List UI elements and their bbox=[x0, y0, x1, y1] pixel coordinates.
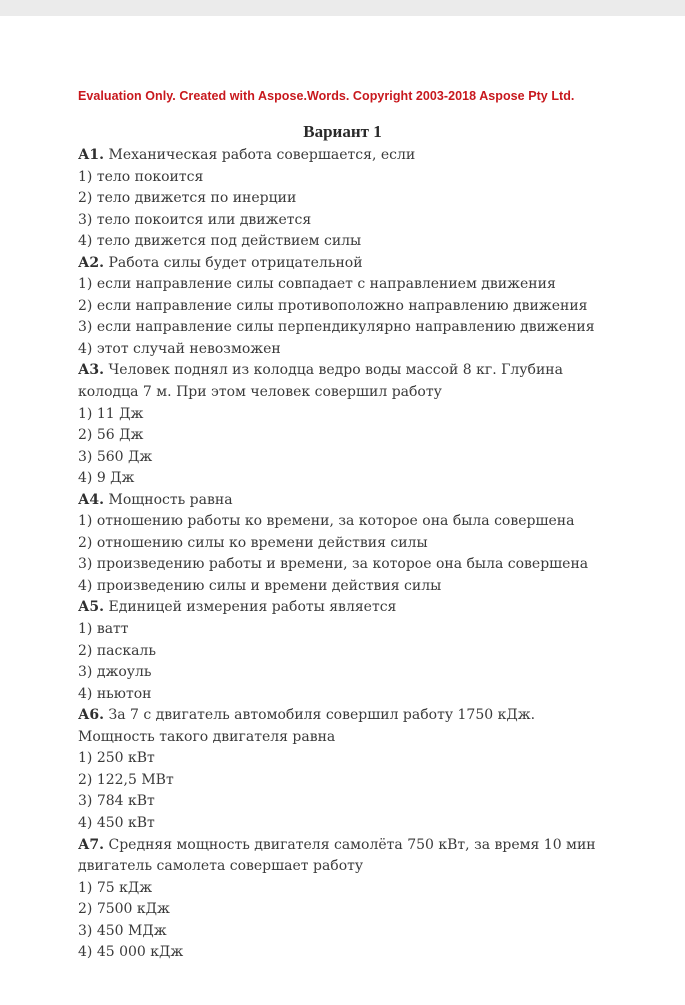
question-line bbox=[78, 360, 678, 382]
question-line bbox=[78, 597, 678, 619]
questions-list bbox=[78, 145, 678, 964]
question-text: колодца 7 м. При этом человек совершил работу bbox=[78, 384, 442, 401]
question-number: А4. bbox=[78, 491, 105, 508]
answer-option: 3) произведению работы и времени, за которое она была совершена bbox=[78, 556, 589, 573]
answer-option: 1) ватт bbox=[78, 621, 129, 638]
answer-option: 1) если направление силы совпадает с направлением движения bbox=[78, 276, 556, 293]
answer-option: 3) 560 Дж bbox=[78, 448, 153, 465]
question-line bbox=[78, 835, 678, 857]
question-line-continued bbox=[78, 727, 678, 749]
variant-title: Вариант 1 bbox=[303, 122, 382, 141]
answer-option: 4) ньютон bbox=[78, 685, 152, 702]
top-bar bbox=[0, 0, 685, 16]
answer-option: 1) 11 Дж bbox=[78, 405, 144, 422]
question-number: А5. bbox=[78, 599, 105, 616]
answer-option: 2) 122,5 МВт bbox=[78, 771, 174, 788]
question-text: Единицей измерения работы является bbox=[108, 599, 397, 616]
question-line bbox=[78, 145, 678, 167]
answer-option: 1) 250 кВт bbox=[78, 750, 155, 767]
answer-option: 4) тело движется под действием силы bbox=[78, 233, 362, 250]
question-line bbox=[78, 490, 678, 512]
question-line-continued bbox=[78, 382, 678, 404]
answer-option: 2) отношению силы ко времени действия силы bbox=[78, 534, 428, 551]
question-number: А3. bbox=[78, 362, 105, 379]
question-number: А1. bbox=[78, 147, 105, 163]
answer-option: 2) 56 Дж bbox=[78, 427, 144, 444]
answer-option: 2) тело движется по инерции bbox=[78, 190, 297, 207]
answer-option: 2) паскаль bbox=[78, 642, 156, 659]
answer-option: 4) 450 кВт bbox=[78, 814, 155, 831]
answer-option: 1) 75 кДж bbox=[78, 879, 153, 896]
answer-option: 3) тело покоится или движется bbox=[78, 211, 312, 228]
evaluation-watermark: Evaluation Only. Created with Aspose.Words. Copyright 2003-2018 Aspose Pty Ltd. bbox=[78, 89, 575, 103]
answer-option: 3) если направление силы перпендикулярно направлению движения bbox=[78, 319, 595, 336]
answer-option: 4) этот случай невозможен bbox=[78, 340, 281, 357]
question-text: Человек поднял из колодца ведро воды массой 8 кг. Глубина bbox=[108, 362, 563, 379]
question-text: Механическая работа совершается, если bbox=[108, 147, 416, 163]
answer-option: 1) тело покоится bbox=[78, 168, 204, 185]
question-line bbox=[78, 705, 678, 727]
answer-option: 3) 784 кВт bbox=[78, 793, 155, 810]
question-text: Работа силы будет отрицательной bbox=[108, 254, 363, 271]
question-number: А7. bbox=[78, 836, 105, 853]
question-text: Мощность такого двигателя равна bbox=[78, 728, 336, 745]
question-number: А2. bbox=[78, 254, 105, 271]
answer-option: 4) 9 Дж bbox=[78, 470, 135, 487]
question-line-continued bbox=[78, 856, 678, 878]
question-text: Средняя мощность двигателя самолёта 750 кВт, за время 10 мин bbox=[108, 836, 596, 853]
question-text: двигатель самолета совершает работу bbox=[78, 858, 364, 875]
answer-option: 2) 7500 кДж bbox=[78, 901, 170, 918]
question-text: За 7 с двигатель автомобиля совершил работу 1750 кДж. bbox=[108, 707, 536, 724]
answer-option: 3) джоуль bbox=[78, 664, 152, 681]
answer-option: 2) если направление силы противоположно направлению движения bbox=[78, 297, 588, 314]
answer-option: 3) 450 МДж bbox=[78, 922, 167, 939]
question-number: А6. bbox=[78, 707, 105, 724]
question-text: Мощность равна bbox=[108, 491, 233, 508]
answer-option: 4) 45 000 кДж bbox=[78, 944, 184, 961]
answer-option: 1) отношению работы ко времени, за которое она была совершена bbox=[78, 513, 575, 530]
answer-option: 4) произведению силы и времени действия силы bbox=[78, 577, 442, 594]
question-line bbox=[78, 253, 678, 275]
